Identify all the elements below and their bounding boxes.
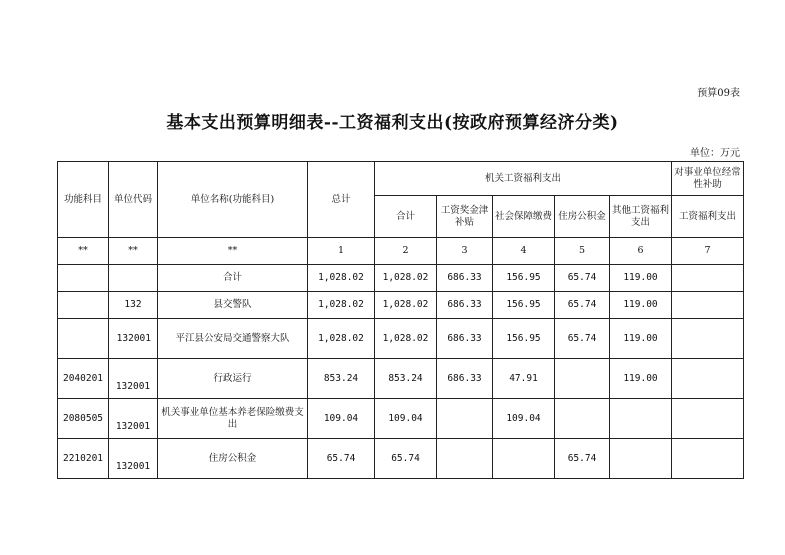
page-title: 基本支出预算明细表--工资福利支出(按政府预算经济分类) — [166, 113, 619, 133]
wage-cell: 686.33 — [437, 319, 493, 359]
index-cell: 3 — [437, 238, 493, 265]
housing-cell: 65.74 — [555, 319, 610, 359]
index-row — [58, 238, 744, 265]
housing-cell — [555, 359, 610, 399]
table-row — [58, 292, 744, 319]
total-cell: 109.04 — [308, 399, 375, 439]
total-cell: 1,028.02 — [308, 319, 375, 359]
group-subsidy: 对事业单位经常性补助 — [672, 162, 744, 196]
subtotal-cell: 1,028.02 — [375, 265, 437, 292]
header-row-1 — [58, 162, 744, 196]
total-cell: 1,028.02 — [308, 292, 375, 319]
wage-cell: 686.33 — [437, 359, 493, 399]
total-cell: 65.74 — [308, 439, 375, 479]
func-subject-cell — [58, 292, 109, 319]
unit-code-cell: 132001 — [109, 439, 158, 479]
func-subject-cell — [58, 265, 109, 292]
social-cell — [493, 439, 555, 479]
unit-code-cell: 132 — [109, 292, 158, 319]
unit-name-cell: 行政运行 — [158, 359, 308, 399]
func-subject-cell: 2040201 — [58, 359, 109, 399]
unit-name-cell: 平江县公安局交通警察大队 — [158, 319, 308, 359]
func-subject-cell: 2080505 — [58, 399, 109, 439]
func-subject-cell — [58, 319, 109, 359]
unit-code-cell — [109, 265, 158, 292]
unit-name-cell: 县交警队 — [158, 292, 308, 319]
col-wage-bonus: 工资奖金津补贴 — [437, 196, 493, 238]
index-cell: 6 — [610, 238, 672, 265]
unit-code-cell: 132001 — [109, 359, 158, 399]
wage-cell: 686.33 — [437, 265, 493, 292]
col-other-welfare: 其他工资福利支出 — [610, 196, 672, 238]
subtotal-cell: 1,028.02 — [375, 292, 437, 319]
index-cell: 7 — [672, 238, 744, 265]
group-salary-welfare: 机关工资福利支出 — [375, 162, 672, 196]
col-total: 总计 — [308, 162, 375, 238]
other-cell: 119.00 — [610, 265, 672, 292]
total-cell: 1,028.02 — [308, 265, 375, 292]
wage-cell: 686.33 — [437, 292, 493, 319]
index-cell: 5 — [555, 238, 610, 265]
col-social-security: 社会保障缴费 — [493, 196, 555, 238]
col-unit-name: 单位名称(功能科目) — [158, 162, 308, 238]
index-cell: ** — [58, 238, 109, 265]
housing-cell: 65.74 — [555, 292, 610, 319]
subtotal-cell: 1,028.02 — [375, 319, 437, 359]
total-cell: 853.24 — [308, 359, 375, 399]
subtotal-cell: 65.74 — [375, 439, 437, 479]
table-row — [58, 319, 744, 359]
index-cell: 1 — [308, 238, 375, 265]
social-cell: 156.95 — [493, 292, 555, 319]
col-housing-fund: 住房公积金 — [555, 196, 610, 238]
col-sub-total: 合计 — [375, 196, 437, 238]
currency-unit: 单位：万元 — [690, 148, 740, 159]
col-subsidy-wage: 工资福利支出 — [672, 196, 744, 238]
table-row — [58, 439, 744, 479]
index-cell: ** — [158, 238, 308, 265]
housing-cell — [555, 399, 610, 439]
index-cell: ** — [109, 238, 158, 265]
other-cell — [610, 439, 672, 479]
subsidy-cell — [672, 439, 744, 479]
unit-code-cell: 132001 — [109, 319, 158, 359]
other-cell: 119.00 — [610, 319, 672, 359]
social-cell: 47.91 — [493, 359, 555, 399]
col-func-subject: 功能科目 — [58, 162, 109, 238]
subtotal-cell: 853.24 — [375, 359, 437, 399]
subtotal-cell: 109.04 — [375, 399, 437, 439]
social-cell: 156.95 — [493, 319, 555, 359]
subsidy-cell — [672, 359, 744, 399]
subsidy-cell — [672, 319, 744, 359]
wage-cell — [437, 439, 493, 479]
table-row — [58, 359, 744, 399]
form-number: 预算09表 — [697, 88, 740, 99]
housing-cell: 65.74 — [555, 439, 610, 479]
other-cell — [610, 399, 672, 439]
other-cell: 119.00 — [610, 292, 672, 319]
unit-name-cell: 机关事业单位基本养老保险缴费支出 — [158, 399, 308, 439]
col-unit-code: 单位代码 — [109, 162, 158, 238]
unit-name-cell: 住房公积金 — [158, 439, 308, 479]
table-row — [58, 265, 744, 292]
unit-name-cell: 合计 — [158, 265, 308, 292]
social-cell: 156.95 — [493, 265, 555, 292]
index-cell: 2 — [375, 238, 437, 265]
func-subject-cell: 2210201 — [58, 439, 109, 479]
housing-cell: 65.74 — [555, 265, 610, 292]
wage-cell — [437, 399, 493, 439]
other-cell: 119.00 — [610, 359, 672, 399]
unit-code-cell: 132001 — [109, 399, 158, 439]
budget-table — [57, 161, 744, 479]
social-cell: 109.04 — [493, 399, 555, 439]
subsidy-cell — [672, 265, 744, 292]
subsidy-cell — [672, 399, 744, 439]
index-cell: 4 — [493, 238, 555, 265]
table-row — [58, 399, 744, 439]
subsidy-cell — [672, 292, 744, 319]
